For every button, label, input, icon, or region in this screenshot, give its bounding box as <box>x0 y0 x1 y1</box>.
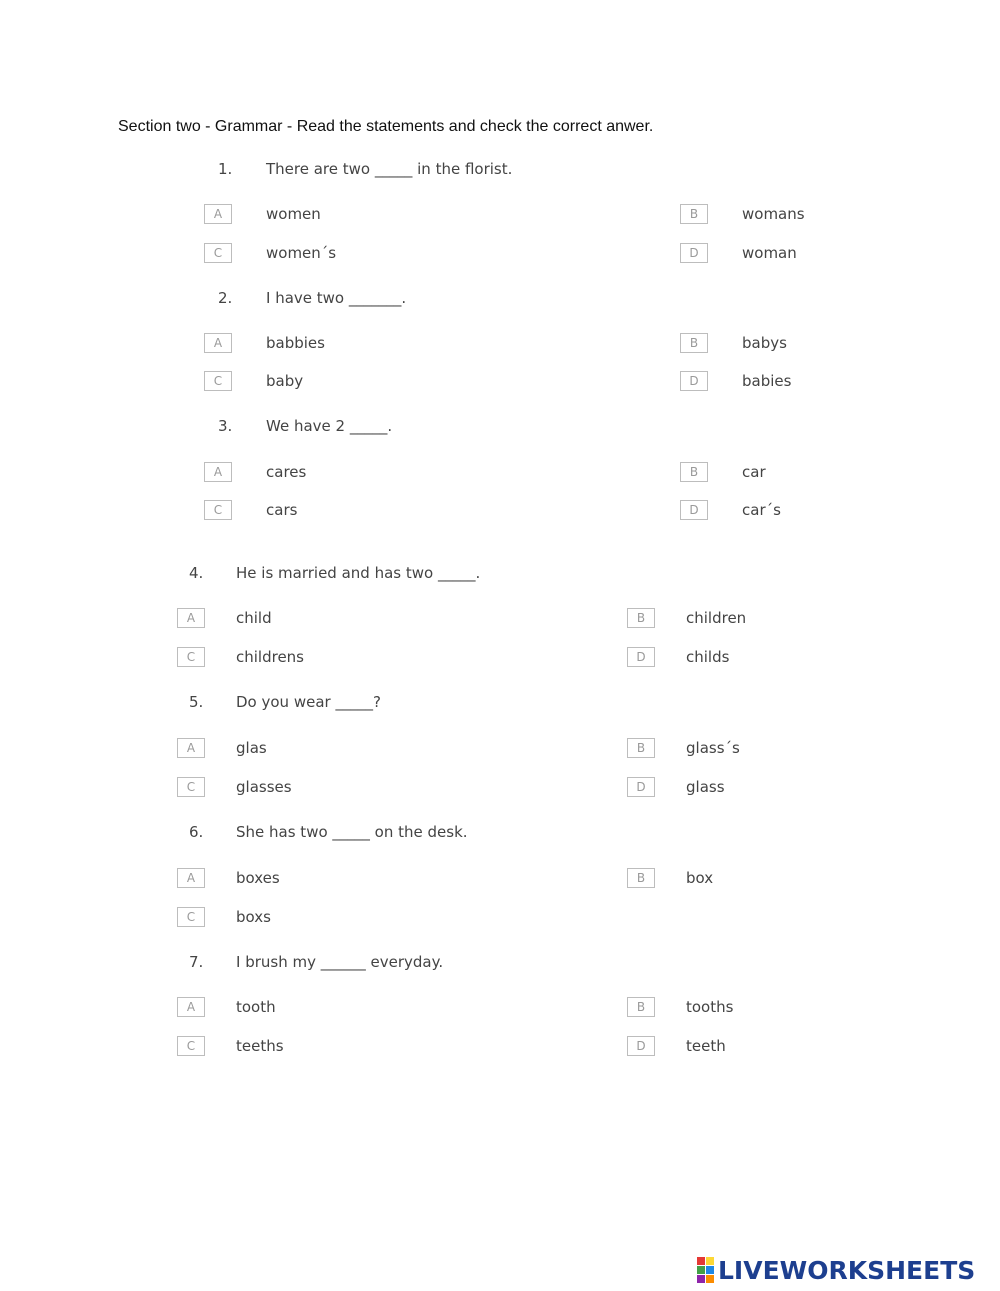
option-d-label: glass <box>686 778 725 796</box>
option-c-checkbox[interactable]: C <box>204 371 232 391</box>
option-b-checkbox[interactable]: B <box>627 608 655 628</box>
liveworksheets-logo <box>697 1254 975 1286</box>
option-c-label: teeths <box>236 1037 284 1055</box>
option-d-checkbox[interactable]: D <box>627 647 655 667</box>
logo-square <box>706 1266 714 1274</box>
option-d-label: childs <box>686 648 730 666</box>
option-d-checkbox[interactable]: D <box>680 500 708 520</box>
option-b-checkbox[interactable]: B <box>680 462 708 482</box>
question-number: 7. <box>189 953 204 971</box>
option-c-label: boxs <box>236 908 271 926</box>
option-a-checkbox[interactable]: A <box>204 462 232 482</box>
option-c-checkbox[interactable]: C <box>204 243 232 263</box>
option-a-checkbox[interactable]: A <box>204 333 232 353</box>
option-a-checkbox[interactable]: A <box>177 738 205 758</box>
option-c-checkbox[interactable]: C <box>177 647 205 667</box>
logo-square <box>697 1275 705 1283</box>
question-number: 1. <box>218 160 233 178</box>
option-b-label: box <box>686 869 714 887</box>
option-b-label: womans <box>742 205 805 223</box>
question-number: 4. <box>189 564 204 582</box>
option-d-label: teeth <box>686 1037 726 1055</box>
question-text: I have two _______. <box>266 289 407 307</box>
option-d-checkbox[interactable]: D <box>627 1036 655 1056</box>
option-d-checkbox[interactable]: D <box>627 777 655 797</box>
option-c-label: glasses <box>236 778 292 796</box>
option-a-label: women <box>266 205 321 223</box>
option-a-label: boxes <box>236 869 280 887</box>
option-d-label: woman <box>742 244 797 262</box>
option-a-label: babbies <box>266 334 325 352</box>
option-a-label: glas <box>236 739 267 757</box>
option-a-checkbox[interactable]: A <box>204 204 232 224</box>
page-title: Section two - Grammar - Read the statements and check the correct anwer. <box>118 118 654 135</box>
logo-square <box>706 1257 714 1265</box>
option-a-label: tooth <box>236 998 276 1016</box>
logo-square <box>697 1257 705 1265</box>
option-a-checkbox[interactable]: A <box>177 608 205 628</box>
question-text: We have 2 _____. <box>266 417 393 435</box>
logo-text: LIVEWORKSHEETS <box>718 1255 976 1285</box>
logo-square <box>697 1266 705 1274</box>
option-c-label: childrens <box>236 648 304 666</box>
option-b-label: car <box>742 463 766 481</box>
option-c-checkbox[interactable]: C <box>177 1036 205 1056</box>
option-b-label: children <box>686 609 747 627</box>
option-c-checkbox[interactable]: C <box>177 907 205 927</box>
option-d-checkbox[interactable]: D <box>680 371 708 391</box>
question-text: I brush my ______ everyday. <box>236 953 444 971</box>
option-b-checkbox[interactable]: B <box>680 333 708 353</box>
option-c-label: women´s <box>266 244 337 262</box>
option-b-label: glass´s <box>686 739 740 757</box>
question-number: 3. <box>218 417 233 435</box>
question-text: She has two _____ on the desk. <box>236 823 468 841</box>
option-d-label: car´s <box>742 501 781 519</box>
question-text: Do you wear _____? <box>236 693 381 711</box>
option-b-label: babys <box>742 334 787 352</box>
option-c-checkbox[interactable]: C <box>204 500 232 520</box>
option-d-checkbox[interactable]: D <box>680 243 708 263</box>
question-number: 2. <box>218 289 233 307</box>
option-b-checkbox[interactable]: B <box>627 738 655 758</box>
option-b-label: tooths <box>686 998 734 1016</box>
option-a-label: child <box>236 609 272 627</box>
option-c-label: baby <box>266 372 304 390</box>
question-number: 5. <box>189 693 204 711</box>
option-b-checkbox[interactable]: B <box>627 997 655 1017</box>
option-a-checkbox[interactable]: A <box>177 868 205 888</box>
option-d-label: babies <box>742 372 792 390</box>
question-text: There are two _____ in the florist. <box>266 160 513 178</box>
option-c-checkbox[interactable]: C <box>177 777 205 797</box>
logo-square <box>706 1275 714 1283</box>
logo-icon <box>697 1257 714 1283</box>
option-a-label: cares <box>266 463 307 481</box>
option-b-checkbox[interactable]: B <box>680 204 708 224</box>
option-b-checkbox[interactable]: B <box>627 868 655 888</box>
question-number: 6. <box>189 823 204 841</box>
option-a-checkbox[interactable]: A <box>177 997 205 1017</box>
option-c-label: cars <box>266 501 298 519</box>
question-text: He is married and has two _____. <box>236 564 481 582</box>
